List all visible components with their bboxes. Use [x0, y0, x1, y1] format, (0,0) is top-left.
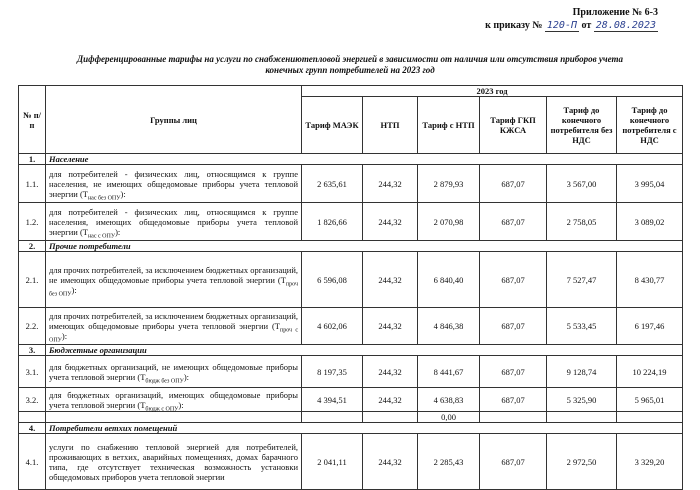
cell-with-vat: 3 329,20 — [617, 434, 683, 490]
cell-no-vat: 2 758,05 — [547, 203, 617, 241]
empty-cell — [19, 412, 46, 423]
cell-tariff-ntp: 0,00 — [418, 412, 480, 423]
row-description-text: для прочих потребителей, за исключением бюджетных организаций, имеющих общедомовые приборы учета тепловой энергии — [49, 311, 298, 331]
cell-tariff-ntp: 4 846,38 — [418, 308, 480, 345]
col-header-gkp: Тариф ГКП КЖСА — [480, 97, 547, 154]
cell-maek: 4 602,06 — [302, 308, 363, 345]
row-index: 4.1. — [19, 434, 46, 490]
row-description: для потребителей - физических лиц, относящимся к группе населения, не имеющих общедомовые приборы учета тепловой энергии $(Т_{нас без ОПУ})$: — [46, 165, 302, 203]
tariff-table — [18, 85, 683, 490]
section-title: Потребители ветхих помещений — [46, 423, 683, 434]
row-description: для прочих потребителей, за исключением бюджетных организаций, не имеющих общедомовые приборы учета тепловой энергии $(Т_{проч без ОПУ})$: — [46, 252, 302, 308]
empty-cell — [302, 412, 363, 423]
section-title: Бюджетные организации — [46, 345, 683, 356]
cell-ntp: 244,32 — [363, 203, 418, 241]
empty-cell — [363, 412, 418, 423]
row-index: 3.1. — [19, 356, 46, 388]
cell-gkp: 687,07 — [480, 252, 547, 308]
cell-ntp: 244,32 — [363, 388, 418, 412]
cell-with-vat: 10 224,19 — [617, 356, 683, 388]
cell-tariff-ntp: 8 441,67 — [418, 356, 480, 388]
row-description-text: для бюджетных организаций, имеющих общедомовые приборы учета тепловой энергии — [49, 389, 298, 410]
row-description-text: для потребителей - физических лиц, относящимся к группе населения, не имеющих общедомовые приборы учета тепловой энергии — [49, 168, 298, 199]
cell-maek: 2 041,11 — [302, 434, 363, 490]
col-header-maek: Тариф МАЭК — [302, 97, 363, 154]
document-title: Дифференцированные тарифы на услуги по снабжениютепловой энергией в зависимости от наличия или отсутствия приборов учета конечных групп потребителей на 2023 год — [76, 54, 623, 75]
col-header-tariff-ntp: Тариф с НТП — [418, 97, 480, 154]
row-description: для бюджетных организаций, не имеющих общедомовые приборы учета тепловой энергии $(Т_{бюдж без ОПУ})$: — [46, 356, 302, 388]
cell-gkp: 687,07 — [480, 308, 547, 345]
cell-no-vat: 9 128,74 — [547, 356, 617, 388]
cell-maek: 4 394,51 — [302, 388, 363, 412]
order-reference — [485, 19, 658, 32]
cell-no-vat: 7 527,47 — [547, 252, 617, 308]
cell-maek: 2 635,61 — [302, 165, 363, 203]
row-index: 1.1. — [19, 165, 46, 203]
cell-no-vat: 2 972,50 — [547, 434, 617, 490]
cell-ntp: 244,32 — [363, 165, 418, 203]
cell-ntp: 244,32 — [363, 434, 418, 490]
empty-cell — [547, 412, 617, 423]
cell-with-vat: 3 089,02 — [617, 203, 683, 241]
cell-no-vat: 5 325,90 — [547, 388, 617, 412]
cell-maek: 6 596,08 — [302, 252, 363, 308]
row-description: для потребителей - физических лиц, относящимся к группе населения, имеющих общедомовые приборы учета тепловой энергии $(Т_{нас с ОПУ})$: — [46, 203, 302, 241]
table-row — [19, 165, 683, 203]
cell-tariff-ntp: 6 840,40 — [418, 252, 480, 308]
row-subscript: нас без ОПУ — [87, 195, 121, 202]
cell-ntp: 244,32 — [363, 252, 418, 308]
cell-with-vat: 5 965,01 — [617, 388, 683, 412]
order-date-handwritten: 28.08.2023 — [595, 20, 656, 31]
section-index: 1. — [19, 154, 46, 165]
cell-with-vat: 6 197,46 — [617, 308, 683, 345]
order-from: от — [581, 20, 592, 31]
row-description: услуги по снабжению тепловой энергией для потребителей, проживающих в ветхих, аварийных помещениях, домах барачного типа, где отсутствует техническая возможность установки общедомовых приборов учета тепловой энергии — [46, 434, 302, 490]
section-row — [19, 154, 683, 165]
cell-with-vat: 3 995,04 — [617, 165, 683, 203]
row-index: 3.2. — [19, 388, 46, 412]
row-index: 2.1. — [19, 252, 46, 308]
order-number-handwritten: 120-П — [546, 20, 577, 31]
order-prefix: к приказу № — [485, 20, 543, 31]
appendix-header — [485, 6, 658, 32]
section-title: Население — [46, 154, 683, 165]
table-row — [19, 388, 683, 412]
col-header-ntp: НТП — [363, 97, 418, 154]
row-description: для бюджетных организаций, имеющих общедомовые приборы учета тепловой энергии $(Т_{бюдж с ОПУ})$: — [46, 388, 302, 412]
empty-cell — [617, 412, 683, 423]
table-row — [19, 434, 683, 490]
empty-cell — [46, 412, 302, 423]
row-subscript: бюдж без ОПУ — [145, 378, 184, 385]
row-index: 1.2. — [19, 203, 46, 241]
section-title: Прочие потребители — [46, 241, 683, 252]
section-index: 2. — [19, 241, 46, 252]
row-description-text: для бюджетных организаций, не имеющих общедомовые приборы учета тепловой энергии — [49, 361, 298, 382]
table-row — [19, 356, 683, 388]
row-subscript: проч без ОПУ — [49, 281, 298, 298]
cell-tariff-ntp: 2 070,98 — [418, 203, 480, 241]
row-index: 2.2. — [19, 308, 46, 345]
cell-maek: 1 826,66 — [302, 203, 363, 241]
row-subscript: нас с ОПУ — [87, 233, 116, 240]
section-row — [19, 241, 683, 252]
cell-gkp: 687,07 — [480, 356, 547, 388]
cell-no-vat: 5 533,45 — [547, 308, 617, 345]
section-row — [19, 345, 683, 356]
section-index: 4. — [19, 423, 46, 434]
cell-gkp: 687,07 — [480, 434, 547, 490]
col-header-groups: Группы лиц — [46, 86, 302, 154]
row-description-text: для прочих потребителей, за исключением бюджетных организаций, не имеющих общедомовые приборы учета тепловой энергии — [49, 264, 298, 285]
table-row — [19, 252, 683, 308]
cell-ntp: 244,32 — [363, 356, 418, 388]
cell-tariff-ntp: 2 879,93 — [418, 165, 480, 203]
table-row — [19, 308, 683, 345]
cell-tariff-ntp: 2 285,43 — [418, 434, 480, 490]
cell-with-vat: 8 430,77 — [617, 252, 683, 308]
cell-gkp: 687,07 — [480, 388, 547, 412]
table-row — [19, 412, 683, 423]
cell-gkp: 687,07 — [480, 203, 547, 241]
cell-tariff-ntp: 4 638,83 — [418, 388, 480, 412]
section-index: 3. — [19, 345, 46, 356]
cell-maek: 8 197,35 — [302, 356, 363, 388]
col-header-no-vat: Тариф до конечного потребителя без НДС — [547, 97, 617, 154]
section-row — [19, 423, 683, 434]
row-subscript: бюдж с ОПУ — [145, 406, 179, 413]
row-description-text: для потребителей - физических лиц, относящимся к группе населения, имеющих общедомовые приборы учета тепловой энергии — [49, 206, 298, 237]
cell-ntp: 244,32 — [363, 308, 418, 345]
cell-no-vat: 3 567,00 — [547, 165, 617, 203]
cell-gkp: 687,07 — [480, 165, 547, 203]
col-header-year: 2023 год — [302, 86, 683, 97]
row-subscript: проч с ОПУ — [49, 327, 298, 344]
appendix-number: Приложение № 6-3 — [572, 7, 658, 18]
row-description: для прочих потребителей, за исключением бюджетных организаций, имеющих общедомовые приборы учета тепловой энергии $(Т_{проч с ОПУ})$: — [46, 308, 302, 345]
empty-cell — [480, 412, 547, 423]
table-row — [19, 203, 683, 241]
col-header-number: № п/п — [19, 86, 46, 154]
col-header-with-vat: Тариф до конечного потребителя с НДС — [617, 97, 683, 154]
